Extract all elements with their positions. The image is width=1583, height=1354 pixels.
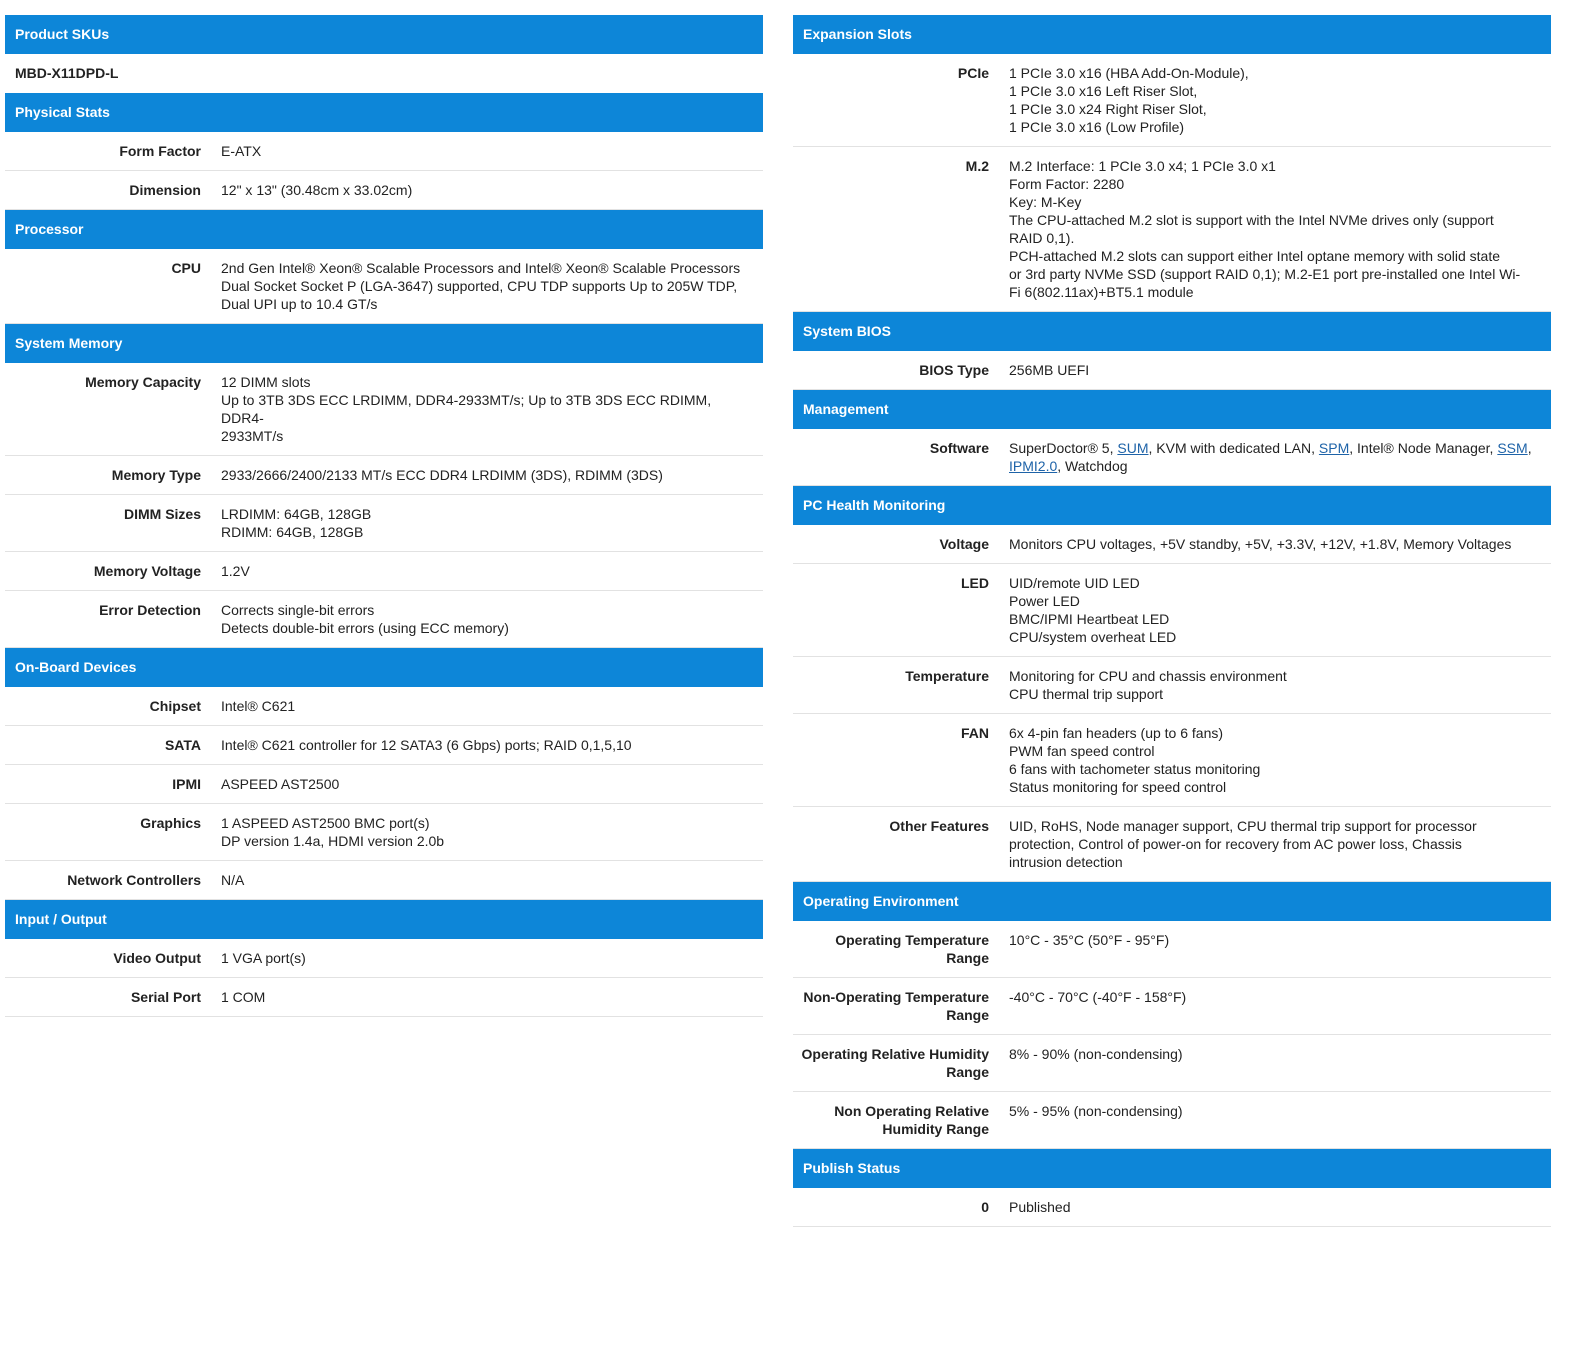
spec-value-line: 6x 4-pin fan headers (up to 6 fans) (1009, 725, 1224, 741)
spec-value (1009, 1045, 1551, 1081)
spec-label: Voltage (939, 536, 989, 552)
section-header-operating-environment: Operating Environment (793, 882, 1551, 921)
spec-value-line: Up to 3TB 3DS ECC LRDIMM, DDR4-2933MT/s; Up to 3TB 3DS ECC RDIMM, DDR4- (221, 392, 712, 426)
spec-value-line: PCH-attached M.2 slots can support either Intel optane memory with solid state (1009, 248, 1501, 264)
spec-value-line: 12" x 13" (30.48cm x 33.02cm) (221, 182, 413, 198)
software-text: , KVM with dedicated LAN, (1148, 440, 1319, 456)
spec-label-line: Humidity Range (882, 1121, 989, 1137)
spec-value-line: Fi 6(802.11ax)+BT5.1 module (1009, 284, 1194, 300)
spec-value-line: Dual UPI up to 10.4 GT/s (221, 296, 378, 312)
spec-value-line: BMC/IPMI Heartbeat LED (1009, 611, 1170, 627)
section-header-management: Management (793, 390, 1551, 429)
spec-value (1009, 1198, 1551, 1216)
spec-row (793, 1188, 1551, 1227)
spec-row-software (793, 429, 1551, 486)
spec-label: Graphics (140, 815, 201, 831)
spec-value-line: UID/remote UID LED (1009, 575, 1140, 591)
spec-row (5, 861, 763, 900)
spec-value (221, 775, 763, 793)
section-header-physical-stats: Physical Stats (5, 93, 763, 132)
spec-value (1009, 574, 1551, 646)
spec-label-line: Non-Operating Temperature (803, 989, 989, 1005)
spec-row (5, 456, 763, 495)
spec-row (793, 564, 1551, 657)
spec-label (793, 1045, 1009, 1081)
spec-value-line: RAID 0,1). (1009, 230, 1075, 246)
sum-link[interactable]: SUM (1117, 440, 1149, 456)
spec-row (5, 363, 763, 456)
left-column (5, 15, 763, 1017)
spec-value (221, 736, 763, 754)
spec-label-line: Non Operating Relative (834, 1103, 989, 1119)
spec-value-line: The CPU-attached M.2 slot is support with the Intel NVMe drives only (support (1009, 212, 1494, 228)
spec-label: Video Output (113, 950, 201, 966)
spec-value-line: 10°C - 35°C (50°F - 95°F) (1009, 932, 1170, 948)
ipmi-link[interactable]: IPMI2.0 (1009, 458, 1058, 474)
spec-label-line: Range (946, 1007, 989, 1023)
spec-row (793, 714, 1551, 807)
spec-value-line: Published (1009, 1199, 1071, 1215)
section-header-onboard-devices: On-Board Devices (5, 648, 763, 687)
spec-value (221, 466, 763, 484)
spec-value (1009, 157, 1551, 301)
spec-label (793, 988, 1009, 1024)
spec-label: Memory Capacity (85, 374, 201, 390)
section-header-system-memory: System Memory (5, 324, 763, 363)
spec-label: PCIe (957, 65, 989, 81)
spec-row (793, 978, 1551, 1035)
spec-row (793, 525, 1551, 564)
software-text: , (1527, 440, 1532, 456)
spec-value-line: DP version 1.4a, HDMI version 2.0b (221, 833, 445, 849)
section-publish-status (793, 1188, 1551, 1227)
spec-value (1009, 931, 1551, 967)
spec-value-line: Intel® C621 controller for 12 SATA3 (6 Gbps) ports; RAID 0,1,5,10 (221, 737, 632, 753)
spec-label: FAN (961, 725, 989, 741)
spec-value-line: 2nd Gen Intel® Xeon® Scalable Processors and Intel® Xeon® Scalable Processors (221, 260, 741, 276)
spec-value (1009, 988, 1551, 1024)
spec-label: CPU (171, 260, 201, 276)
spec-value (1009, 361, 1551, 379)
spec-value-line: 5% - 95% (non-condensing) (1009, 1103, 1183, 1119)
section-header-product-skus: Product SKUs (5, 15, 763, 54)
spec-value (221, 814, 763, 850)
spec-label: Serial Port (130, 989, 201, 1005)
spec-value-line: Status monitoring for speed control (1009, 779, 1227, 795)
software-text: SuperDoctor® 5, (1009, 440, 1118, 456)
section-input-output (5, 939, 763, 1017)
spec-value (1009, 439, 1551, 475)
section-header-input-output: Input / Output (5, 900, 763, 939)
spec-label: Memory Type (111, 467, 201, 483)
spec-row (5, 249, 763, 324)
spec-label: Chipset (149, 698, 201, 714)
spec-label: Temperature (905, 668, 989, 684)
spec-value-line: Monitoring for CPU and chassis environment (1009, 668, 1287, 684)
section-header-system-bios: System BIOS (793, 312, 1551, 351)
spec-row (793, 807, 1551, 882)
spec-value (221, 697, 763, 715)
spec-label: Network Controllers (67, 872, 201, 888)
spec-row (793, 147, 1551, 312)
spec-value-line: 6 fans with tachometer status monitoring (1009, 761, 1261, 777)
spec-row (5, 939, 763, 978)
spec-value-line: Key: M-Key (1009, 194, 1082, 210)
spec-value-line: Detects double-bit errors (using ECC memory) (221, 620, 509, 636)
spec-label: Other Features (889, 818, 989, 834)
spec-row (5, 687, 763, 726)
spec-value-line: 1 PCIe 3.0 x16 (Low Profile) (1009, 119, 1185, 135)
spec-value-line: CPU/system overheat LED (1009, 629, 1177, 645)
spec-row (793, 1035, 1551, 1092)
spec-value (1009, 817, 1551, 871)
spec-value (1009, 1102, 1551, 1138)
section-onboard-devices (5, 687, 763, 900)
spec-label (793, 1102, 1009, 1138)
spec-label: 0 (981, 1199, 989, 1215)
spec-value-line: 1 PCIe 3.0 x16 (HBA Add-On-Module), (1009, 65, 1249, 81)
spec-value (221, 505, 763, 541)
spec-label: Dimension (129, 182, 201, 198)
spec-label: LED (961, 575, 989, 591)
spec-value-line: M.2 Interface: 1 PCIe 3.0 x4; 1 PCIe 3.0 x1 (1009, 158, 1276, 174)
spec-row (793, 54, 1551, 147)
spec-row (5, 726, 763, 765)
spec-label (793, 931, 1009, 967)
spec-value (1009, 667, 1551, 703)
spec-value-line: 1 VGA port(s) (221, 950, 306, 966)
spec-value-line: 8% - 90% (non-condensing) (1009, 1046, 1183, 1062)
spec-label: DIMM Sizes (123, 506, 201, 522)
spec-value (221, 373, 763, 445)
section-header-pc-health: PC Health Monitoring (793, 486, 1551, 525)
spec-label: Software (929, 440, 989, 456)
spec-value-line: 2933/2666/2400/2133 MT/s ECC DDR4 LRDIMM (3DS), RDIMM (3DS) (221, 467, 663, 483)
spec-row (793, 351, 1551, 390)
spec-value (221, 871, 763, 889)
spec-value-line: Monitors CPU voltages, +5V standby, +5V, +3.3V, +12V, +1.8V, Memory Voltages (1009, 536, 1512, 552)
section-header-publish-status: Publish Status (793, 1149, 1551, 1188)
spec-value-line: Power LED (1009, 593, 1080, 609)
spec-label: IPMI (172, 776, 201, 792)
section-header-expansion-slots: Expansion Slots (793, 15, 1551, 54)
spec-value-line: 1 ASPEED AST2500 BMC port(s) (221, 815, 430, 831)
section-system-bios (793, 351, 1551, 390)
section-operating-environment (793, 921, 1551, 1149)
spec-value-line: LRDIMM: 64GB, 128GB (221, 506, 372, 522)
spec-value-line: RDIMM: 64GB, 128GB (221, 524, 364, 540)
spec-value-line: CPU thermal trip support (1009, 686, 1164, 702)
spec-value-line: N/A (221, 872, 245, 888)
spec-value-line: Form Factor: 2280 (1009, 176, 1125, 192)
spec-label-line: Range (946, 1064, 989, 1080)
spec-value-line: Corrects single-bit errors (221, 602, 375, 618)
spec-value (221, 181, 763, 199)
spec-row (5, 495, 763, 552)
spec-value-line: -40°C - 70°C (-40°F - 158°F) (1009, 989, 1187, 1005)
spec-label: Error Detection (99, 602, 201, 618)
spec-row (5, 765, 763, 804)
ssm-link[interactable]: SSM (1497, 440, 1528, 456)
spec-value (1009, 535, 1551, 553)
spec-value-line: 1 PCIe 3.0 x24 Right Riser Slot, (1009, 101, 1207, 117)
spec-value (221, 259, 763, 313)
spec-value-line: 1 COM (221, 989, 266, 1005)
spec-value-line: UID, RoHS, Node manager support, CPU thermal trip support for processor (1009, 818, 1477, 834)
spec-value-line: protection, Control of power-on for recovery from AC power loss, Chassis (1009, 836, 1462, 852)
section-expansion-slots (793, 54, 1551, 312)
spec-value-line: Intel® C621 (221, 698, 296, 714)
section-physical-stats (5, 132, 763, 210)
spec-value (221, 949, 763, 967)
spec-value-line: ASPEED AST2500 (221, 776, 340, 792)
spec-value (221, 601, 763, 637)
spec-value-line: 1.2V (221, 563, 250, 579)
spec-value (221, 142, 763, 160)
spec-label: Memory Voltage (93, 563, 201, 579)
spec-row (5, 171, 763, 210)
spm-link[interactable]: SPM (1318, 440, 1350, 456)
spec-row (5, 132, 763, 171)
spec-value-line: 12 DIMM slots (221, 374, 311, 390)
section-header-processor: Processor (5, 210, 763, 249)
spec-value-line: 2933MT/s (221, 428, 284, 444)
spec-value-line: or 3rd party NVMe SSD (support RAID 0,1); M.2-E1 port pre-installed one Intel Wi- (1009, 266, 1521, 282)
spec-label-line: Operating Relative Humidity (801, 1046, 989, 1062)
spec-value-line: intrusion detection (1009, 854, 1123, 870)
right-column (793, 15, 1551, 1227)
spec-row (793, 921, 1551, 978)
spec-value-line: E-ATX (221, 143, 262, 159)
spec-value (1009, 64, 1551, 136)
section-pc-health (793, 525, 1551, 882)
spec-value (221, 988, 763, 1006)
spec-row (5, 591, 763, 648)
spec-label: SATA (164, 737, 201, 753)
spec-row (793, 1092, 1551, 1149)
spec-value-line: 256MB UEFI (1009, 362, 1090, 378)
spec-row (793, 657, 1551, 714)
software-text: , Intel® Node Manager, (1349, 440, 1498, 456)
spec-row (5, 804, 763, 861)
product-sku: MBD-X11DPD-L (15, 65, 119, 81)
spec-value-line: 1 PCIe 3.0 x16 Left Riser Slot, (1009, 83, 1198, 99)
spec-value (1009, 724, 1551, 796)
spec-value-line: Dual Socket Socket P (LGA-3647) supported, CPU TDP supports Up to 205W TDP, (221, 278, 738, 294)
section-system-memory (5, 363, 763, 648)
spec-label: M.2 (965, 158, 989, 174)
spec-value (221, 562, 763, 580)
spec-label-line: Operating Temperature Range (835, 932, 989, 966)
spec-label: Form Factor (119, 143, 201, 159)
section-processor (5, 249, 763, 324)
spec-label: BIOS Type (919, 362, 989, 378)
software-text: , Watchdog (1057, 458, 1128, 474)
spec-row (5, 978, 763, 1017)
spec-value-line: PWM fan speed control (1009, 743, 1155, 759)
spec-row (5, 552, 763, 591)
